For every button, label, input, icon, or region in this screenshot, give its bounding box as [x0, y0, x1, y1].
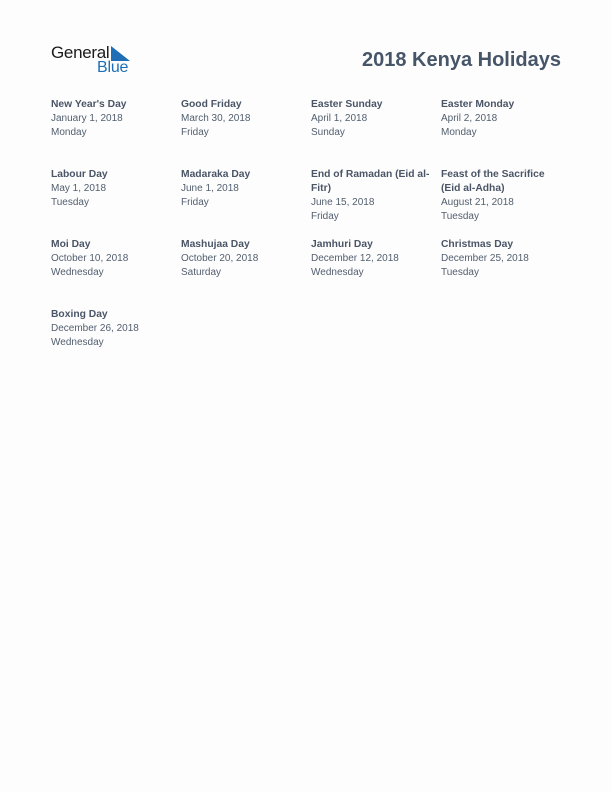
holiday-weekday: Tuesday	[51, 197, 89, 208]
holiday-weekday: Friday	[311, 211, 339, 222]
holiday-name: Jamhuri Day	[311, 239, 373, 250]
holiday-date: October 10, 2018	[51, 253, 129, 264]
holiday-grid	[51, 98, 581, 378]
holiday-date: June 15, 2018	[311, 197, 375, 208]
holiday-name: Good Friday	[181, 99, 242, 110]
holiday-name: Moi Day	[51, 239, 91, 250]
holiday-weekday: Tuesday	[441, 211, 479, 222]
holiday-date: April 2, 2018	[441, 113, 498, 124]
holiday-name: Boxing Day	[51, 309, 108, 320]
holiday-weekday: Monday	[51, 127, 87, 138]
holiday-date: December 12, 2018	[311, 253, 399, 264]
holiday-date: August 21, 2018	[441, 197, 514, 208]
holiday-name: Madaraka Day	[181, 169, 251, 180]
holiday-item	[311, 98, 441, 168]
holiday-name: Feast of the Sacrifice (Eid al-Adha)	[441, 169, 545, 194]
holiday-name: Easter Monday	[441, 99, 515, 110]
holiday-name: Easter Sunday	[311, 99, 383, 110]
holiday-date: December 26, 2018	[51, 323, 139, 334]
holiday-name: Christmas Day	[441, 239, 514, 250]
holiday-weekday: Wednesday	[51, 267, 104, 278]
holiday-date: December 25, 2018	[441, 253, 529, 264]
holiday-date: June 1, 2018	[181, 183, 239, 194]
holiday-date: March 30, 2018	[181, 113, 251, 124]
holiday-item	[51, 168, 181, 238]
holiday-date: April 1, 2018	[311, 113, 368, 124]
logo-word-general: General	[51, 43, 110, 62]
holiday-name: Labour Day	[51, 169, 108, 180]
holiday-item	[51, 238, 181, 308]
holiday-weekday: Friday	[181, 127, 209, 138]
holiday-name: Mashujaa Day	[181, 239, 250, 250]
holiday-item	[311, 168, 441, 238]
holiday-name: End of Ramadan (Eid al-Fitr)	[311, 169, 430, 194]
holiday-item	[441, 168, 571, 238]
holiday-weekday: Wednesday	[311, 267, 364, 278]
holiday-weekday: Saturday	[181, 267, 222, 278]
page-title: 2018 Kenya Holidays	[362, 49, 561, 71]
holiday-item	[181, 238, 311, 308]
holiday-date: May 1, 2018	[51, 183, 107, 194]
holiday-item	[441, 238, 571, 308]
holiday-item	[51, 308, 181, 378]
holiday-weekday: Wednesday	[51, 337, 104, 348]
holiday-weekday: Monday	[441, 127, 477, 138]
generalblue-logo	[51, 43, 133, 77]
holiday-item	[181, 168, 311, 238]
holiday-weekday: Friday	[181, 197, 209, 208]
holiday-item	[441, 98, 571, 168]
holiday-name: New Year's Day	[51, 99, 127, 110]
holiday-item	[51, 98, 181, 168]
holiday-weekday: Sunday	[311, 127, 345, 138]
holiday-weekday: Tuesday	[441, 267, 479, 278]
logo-word-blue: Blue	[97, 59, 129, 76]
holiday-date: October 20, 2018	[181, 253, 259, 264]
holiday-date: January 1, 2018	[51, 113, 123, 124]
holiday-item	[181, 98, 311, 168]
holiday-item	[311, 238, 441, 308]
